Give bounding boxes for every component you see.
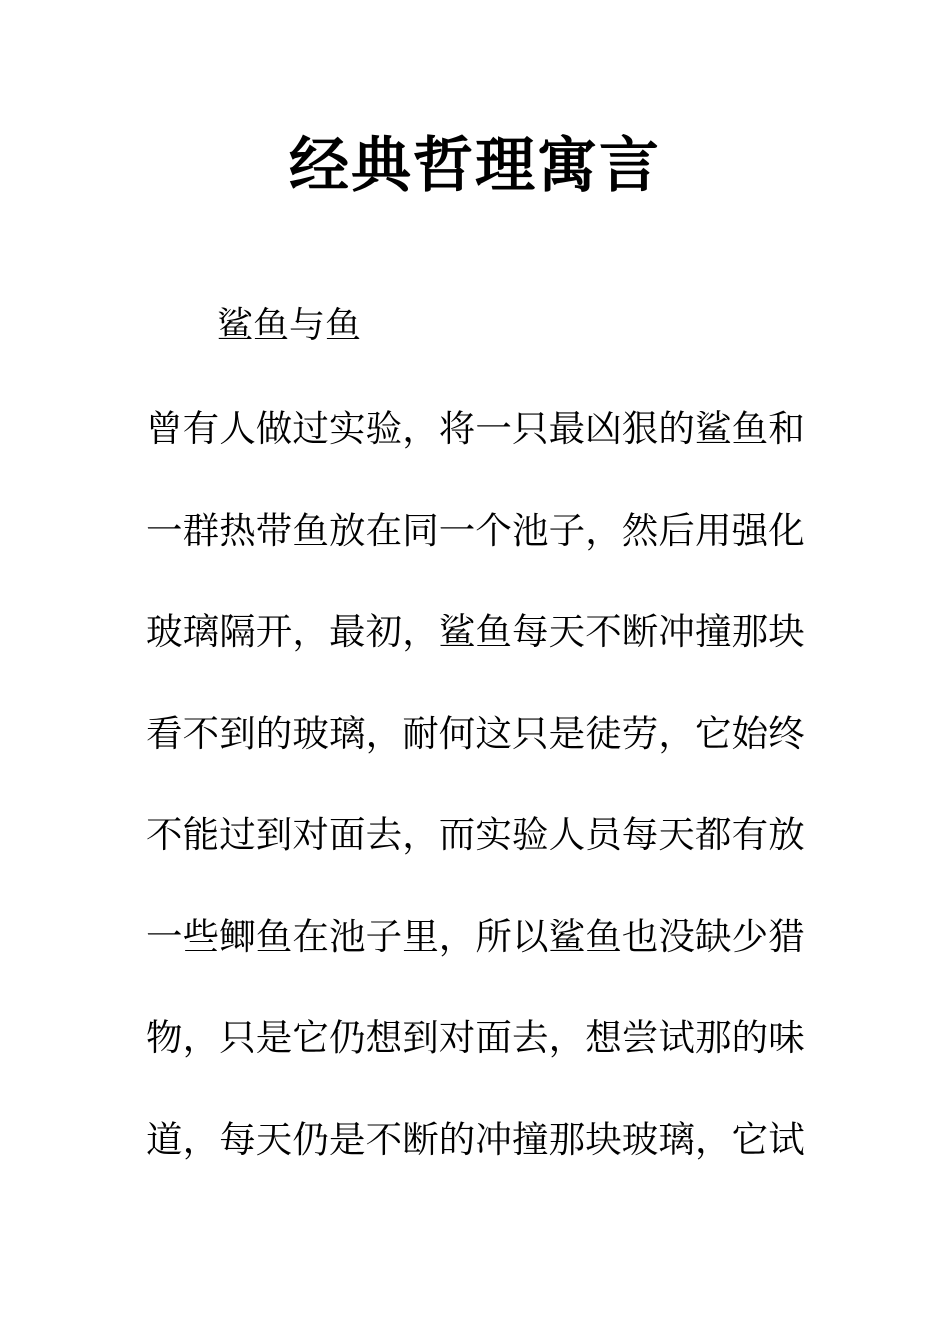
body-line: 物，只是它仍想到对面去，想尝试那的味 xyxy=(146,1016,805,1059)
body-line: 曾有人做过实验，将一只最凶狠的鲨鱼和 xyxy=(146,407,805,450)
body-line: 不能过到对面去，而实验人员每天都有放 xyxy=(146,813,805,856)
body-line: 玻璃隔开，最初，鲨鱼每天不断冲撞那块 xyxy=(146,610,805,653)
body-line: 道，每天仍是不断的冲撞那块玻璃，它试 xyxy=(146,1117,805,1161)
body-line: 一群热带鱼放在同一个池子，然后用强化 xyxy=(146,508,805,552)
story-title: 鲨鱼与鱼 xyxy=(217,305,362,346)
body-line: 一些鲫鱼在池子里，所以鲨鱼也没缺少猎 xyxy=(146,914,805,958)
body-line: 看不到的玻璃，耐何这只是徒劳，它始终 xyxy=(146,711,805,755)
story-body xyxy=(146,404,826,1216)
document-title: 经典哲理寓言 xyxy=(289,131,661,201)
